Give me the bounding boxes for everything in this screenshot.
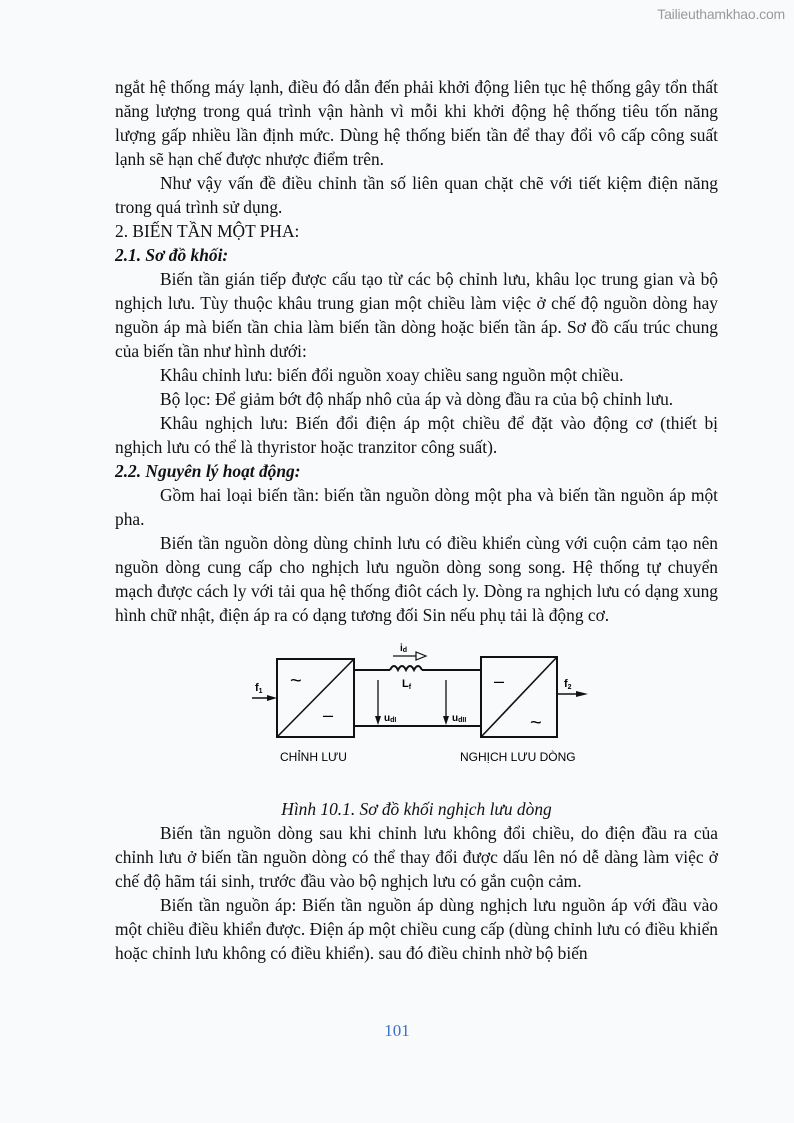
voltage-arrow-icon — [375, 716, 381, 725]
rectifier-dc-symbol: – — [323, 705, 334, 725]
voltage-arrow-icon — [443, 716, 449, 725]
inverter-block — [481, 657, 557, 737]
subsection-heading-block-diagram: 2.1. Sơ đồ khối: — [115, 245, 229, 265]
block-diagram-figure — [115, 627, 718, 797]
figure-caption: Hình 10.1. Sơ đồ khối nghịch lưu dòng — [281, 799, 552, 819]
watermark: Tailieuthamkhao.com — [657, 6, 785, 22]
paragraph: ngắt hệ thống máy lạnh, điều đó dẫn đến phải khởi động liên tục hệ thống gây tổn thất năng lượng trong quá trình vận hành vì mỗi khi khởi động hệ thống tiêu tốn năng lượng gấp nhiều lần định mức. Dùng hệ thống biến tần để thay đổi vô cấp công suất lạnh sẽ hạn chế được nhược điểm trên. — [115, 77, 718, 169]
section-heading: 2. BIẾN TẦN MỘT PHA: — [115, 221, 300, 241]
rectifier-label: CHỈNH LƯU — [280, 750, 347, 764]
svg-text:udII: udII — [452, 713, 467, 724]
dc-link — [354, 643, 481, 726]
svg-text:f2: f2 — [564, 678, 572, 691]
paragraph: Biến tần nguồn áp: Biến tần nguồn áp dùng nghịch lưu nguồn áp với đầu vào một chiều điều khiển được. Điện áp một chiều cung cấp (dùng chỉnh lưu có điều khiển hoặc chỉnh lưu không có điều khiển). sau đó điều chỉnh nhờ bộ biến — [115, 895, 718, 963]
current-source-inverter-diagram — [250, 637, 590, 777]
svg-text:udI: udI — [384, 713, 397, 724]
rectifier-ac-symbol: ~ — [290, 670, 302, 692]
rectifier-block — [277, 659, 354, 737]
svg-text:f1: f1 — [255, 682, 263, 695]
inverter-ac-symbol: ~ — [530, 712, 542, 734]
paragraph: Như vậy vấn đề điều chỉnh tần số liên quan chặt chẽ với tiết kiệm điện năng trong quá trình sử dụng. — [115, 173, 718, 217]
current-arrow-icon — [416, 652, 426, 660]
paragraph: Bộ lọc: Để giảm bớt độ nhấp nhô của áp và dòng đầu ra của bộ chỉnh lưu. — [160, 389, 674, 409]
subsection-heading-principle: 2.2. Nguyên lý hoạt động: — [115, 461, 301, 481]
input-arrow-icon — [252, 682, 277, 701]
output-arrow-icon — [557, 678, 588, 697]
svg-text:Lf: Lf — [402, 678, 412, 691]
paragraph: Gồm hai loại biến tần: biến tần nguồn dòng một pha và biến tần nguồn áp một pha. — [115, 485, 718, 529]
page-number: 101 — [384, 1021, 410, 1040]
svg-text:id: id — [400, 643, 408, 654]
inverter-dc-symbol: – — [494, 671, 505, 691]
document-page — [115, 75, 718, 965]
paragraph: Khâu chỉnh lưu: biến đổi nguồn xoay chiều sang nguồn một chiều. — [160, 365, 624, 385]
paragraph: Khâu nghịch lưu: Biến đổi điện áp một chiều để đặt vào động cơ (thiết bị nghịch lưu có thể là thyristor hoặc tranzitor công suất). — [115, 413, 718, 457]
paragraph: Biến tần gián tiếp được cấu tạo từ các bộ chỉnh lưu, khâu lọc trung gian và bộ nghịch lưu. Tùy thuộc khâu trung gian một chiều làm việc ở chế độ nguồn dòng hay nguồn áp mà biến tần chia làm biến tần dòng hoặc biến tần áp. Sơ đồ cấu trúc chung của biến tần như hình dưới: — [115, 269, 718, 361]
paragraph: Biến tần nguồn dòng sau khi chỉnh lưu không đổi chiều, do điện đầu ra của chỉnh lưu ở biến tần nguồn dòng có thể thay đổi được dấu lên nó dễ dàng làm việc ở chế độ hãm tái sinh, trước đầu vào bộ nghịch lưu có gắn cuộn cảm. — [115, 823, 718, 891]
inverter-label: NGHỊCH LƯU DÒNG — [460, 750, 576, 764]
paragraph: Biến tần nguồn dòng dùng chỉnh lưu có điều khiển cùng với cuộn cảm tạo nên nguồn dòng cung cấp cho nghịch lưu nguồn dòng song song. Hệ thống tự chuyển mạch được cách ly với tải qua hệ thống điôt cách ly. Dòng ra nghịch lưu có dạng xung hình chữ nhật, điện áp ra có dạng tương đối Sin nếu phụ tải là động cơ. — [115, 533, 718, 625]
inductor-icon — [390, 666, 422, 670]
